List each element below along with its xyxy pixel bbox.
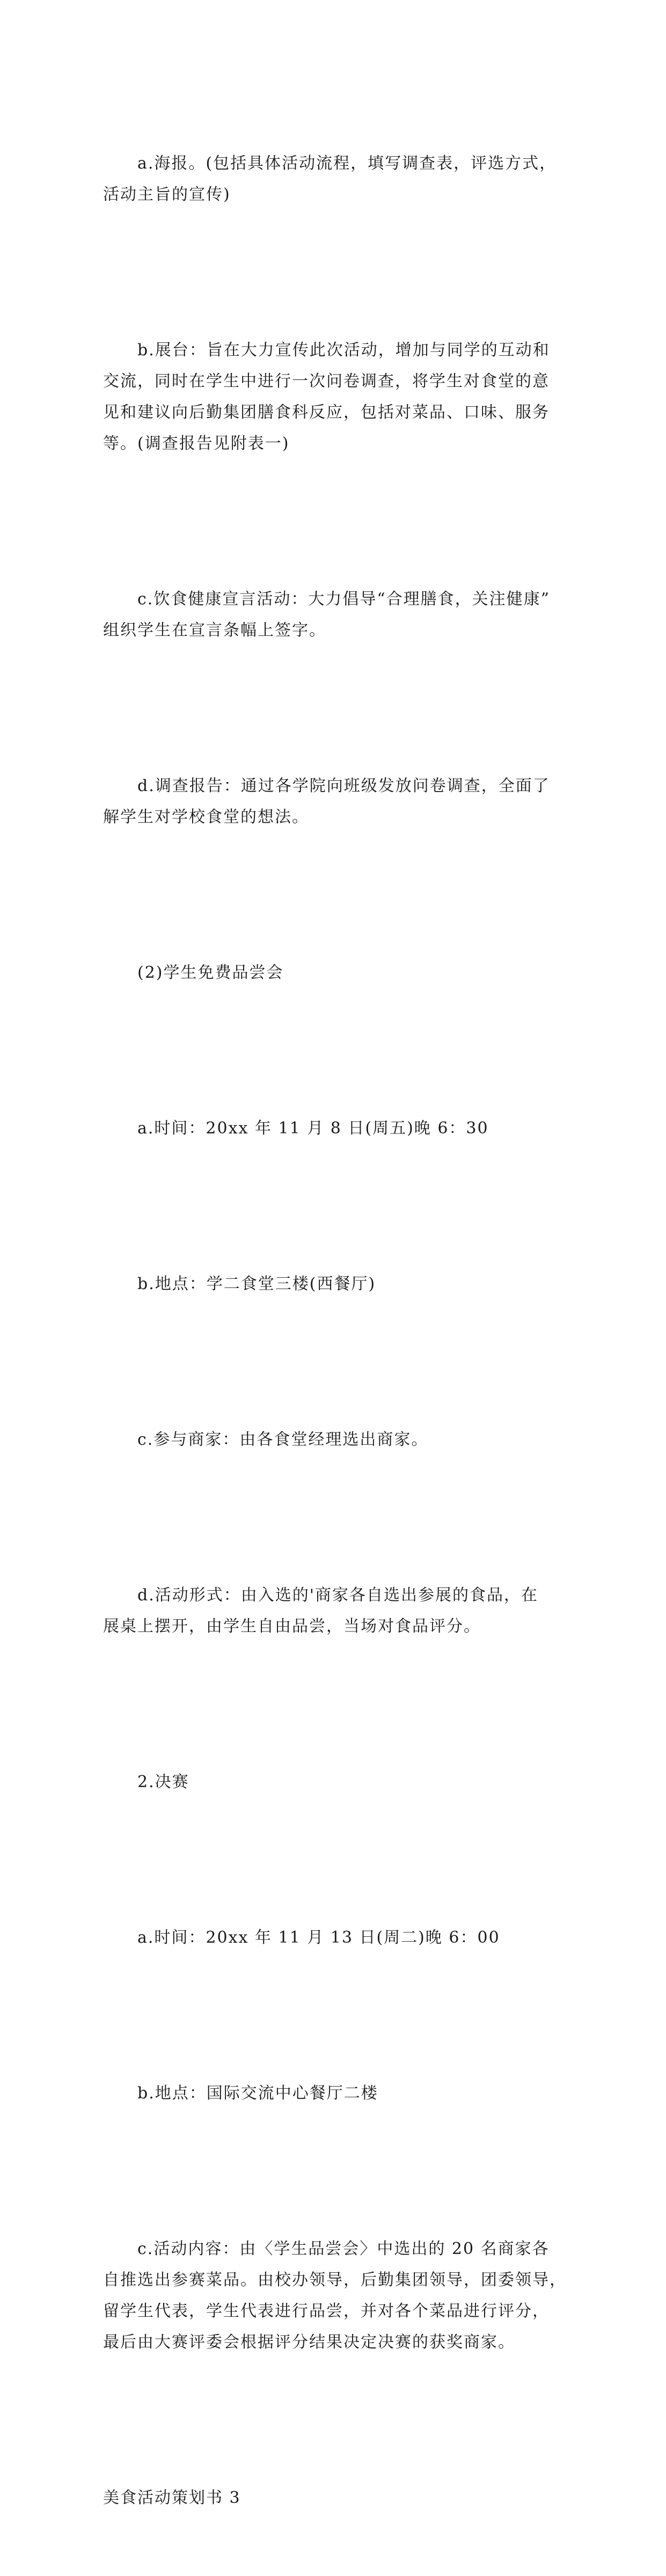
text-line: 自推选出参赛菜品。由校办领导，后勤集团领导，团委领导， [103,2271,567,2289]
text-line: a.海报。(包括具体活动流程，填写调查表，评选方式， [137,154,557,173]
document-body [103,86,565,2576]
paragraph-tasting-vendors [103,1362,565,1518]
paragraph-survey-report [103,708,565,895]
text-line: 留学生代表，学生代表进行品尝，并对各个菜品进行评分， [103,2302,550,2321]
paragraph-tasting-format [103,1518,565,1704]
paragraph-finals-location [103,2016,565,2171]
text-line: 见和建议向后勤集团膳食科反应，包括对菜品、口味、服务 [103,403,550,422]
text-line: c.活动内容：由〈学生品尝会〉中选出的 20 名商家各 [137,2240,550,2258]
text-line: b.地点：国际交流中心餐厅二楼 [137,2084,378,2103]
text-line: a.时间：20xx 年 11 月 8 日(周五)晚 6：30 [137,1119,489,1138]
text-line: d.活动形式：由入选的'商家各自选出参展的食品，在 [137,1586,538,1605]
text-line: c.参与商家：由各食堂经理选出商家。 [137,1430,429,1449]
paragraph-health-declaration [103,522,565,708]
heading-free-tasting [103,895,565,1051]
text-line: 组织学生在宣言条幅上签字。 [103,621,326,640]
text-line: 活动主旨的宣传) [103,185,231,204]
text-line: 2.决赛 [137,1773,189,1791]
paragraph-finals-content [103,2171,565,2420]
text-line: 交流，同时在学生中进行一次问卷调查，将学生对食堂的意 [103,372,550,391]
text-line: c.饮食健康宣言活动：大力倡导“合理膳食，关注健康” [137,590,551,609]
paragraph-tasting-time [103,1051,565,1206]
text-line: 美食活动策划书 3 [103,2489,241,2507]
text-line: 展桌上摆开，由学生自由品尝，当场对食品评分。 [103,1617,481,1636]
text-line: a.时间：20xx 年 11 月 13 日(周二)晚 6：00 [137,1928,500,1947]
text-line: b.展台：旨在大力宣传此次活动，增加与同学的互动和 [137,341,550,360]
paragraph-poster [103,86,565,273]
text-line: 解学生对学校食堂的想法。 [103,808,309,826]
text-line: d.调查报告：通过各学院向班级发放问卷调查，全面了 [137,777,550,795]
paragraph-finals-time [103,1860,565,2016]
paragraph-tasting-location [103,1206,565,1362]
text-line: b.地点：学二食堂三楼(西餐厅) [137,1275,376,1293]
text-line: 等。(调查报告见附表一) [103,434,290,453]
text-line: 最后由大赛评委会根据评分结果决定决赛的获奖商家。 [103,2333,515,2352]
text-line: (2)学生免费品尝会 [137,963,284,982]
section-title [103,2420,565,2576]
paragraph-booth [103,273,565,522]
heading-finals [103,1704,565,1860]
